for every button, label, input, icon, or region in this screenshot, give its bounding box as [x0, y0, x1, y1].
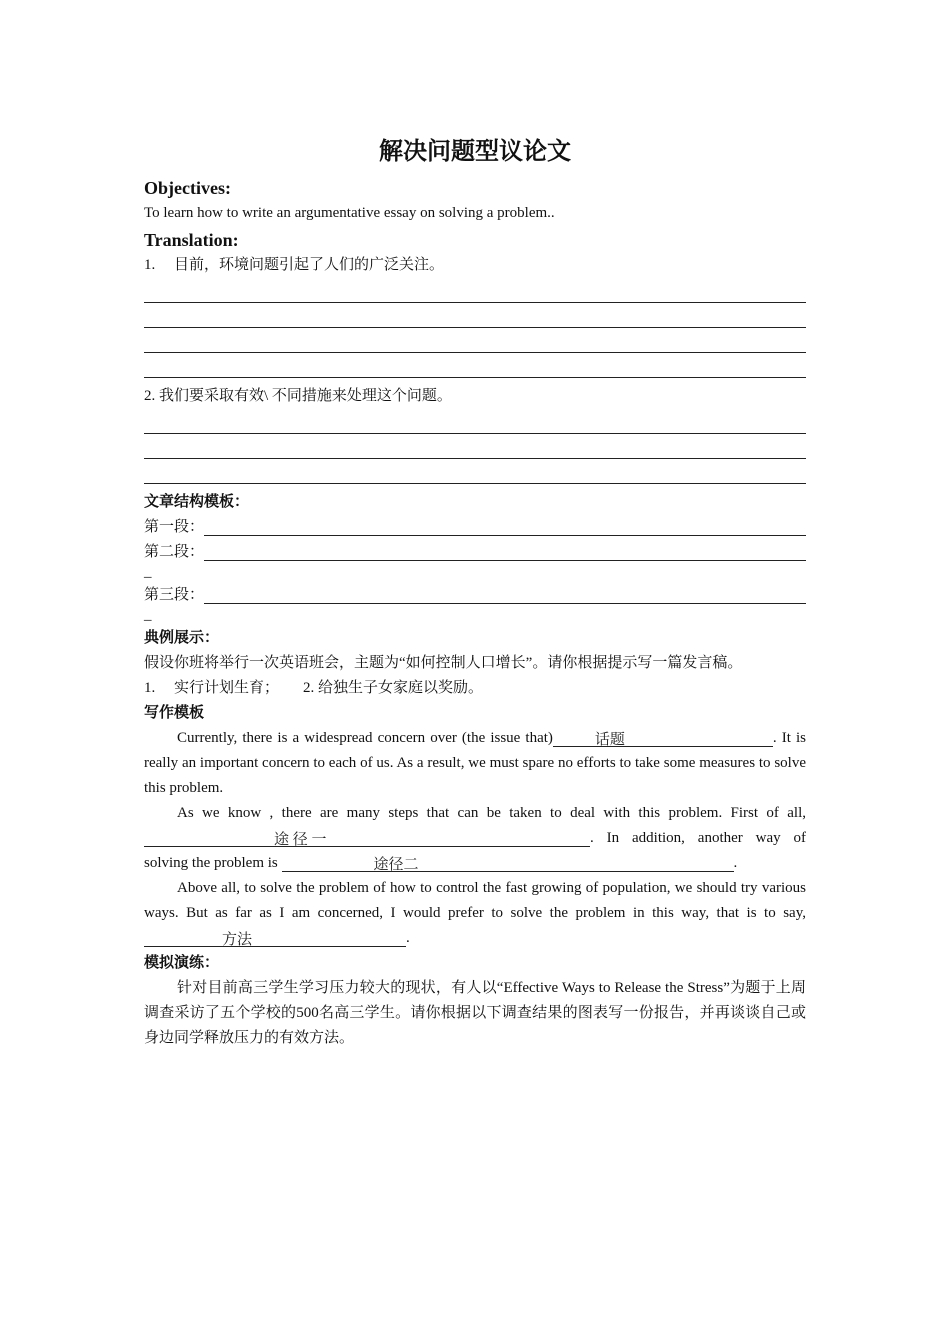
template-text: Above all, to solve the problem of how to control the fast growing of population, we should try various ways. But as far as I am concerned, I would prefer to solve the problem in this way, that is to say, [144, 880, 806, 921]
method-one-blank-hint: 途 径 一 [274, 832, 327, 848]
template-paragraph-1 [144, 726, 806, 801]
method-one-blank[interactable] [144, 828, 590, 847]
answer-line[interactable] [144, 459, 806, 484]
example-heading: 典例展示： [144, 630, 220, 646]
answer-line[interactable] [144, 353, 806, 378]
line-continuation: _ [144, 607, 152, 623]
structure-paragraph-1-label: 第一段： [144, 519, 205, 535]
worksheet-page [144, 130, 806, 1051]
topic-blank-hint: 话题 [594, 732, 625, 748]
translation-heading: Translation: [144, 230, 239, 250]
structure-paragraph-2 [144, 540, 806, 565]
method-two-blank[interactable] [282, 853, 734, 872]
structure-paragraph-2-label: 第二段： [144, 544, 205, 560]
objectives-heading: Objectives: [144, 178, 231, 198]
template-text: . In addition, another way of solving the problem is [144, 830, 806, 871]
translation-item-1-text: 目前，环境问题引起了人们的广泛关注。 [174, 257, 445, 273]
objectives-text: To learn how to write an argumentative essay on solving a problem.. [144, 205, 555, 221]
translation-item-2: 2. 我们要采取有效\ 不同措施来处理这个问题。 [144, 388, 452, 404]
template-text: Currently, there is a widespread concern over (the issue that) [177, 730, 553, 746]
answer-line[interactable] [144, 434, 806, 459]
practice-heading: 模拟演练： [144, 955, 220, 971]
structure-paragraph-3-label: 第三段： [144, 587, 205, 603]
translation-item-1 [144, 253, 806, 278]
example-hint-1-number: 1. [144, 680, 156, 696]
example-hints [144, 676, 806, 701]
answer-line[interactable] [144, 303, 806, 328]
answer-line[interactable] [144, 409, 806, 434]
template-text: As we know , there are many steps that can be taken to deal with this problem. First of all, [177, 805, 806, 821]
topic-blank[interactable] [553, 728, 773, 747]
template-text: . [733, 855, 738, 871]
page-title: 解决问题型议论文 [379, 139, 571, 165]
solution-blank-hint: 方法 [222, 932, 253, 948]
template-paragraph-3 [144, 876, 806, 951]
structure-heading: 文章结构模板： [144, 494, 250, 510]
example-prompt: 假设你班将举行一次英语班会，主题为“如何控制人口增长”。请你根据提示写一篇发言稿。 [144, 655, 743, 671]
solution-blank[interactable] [144, 928, 406, 947]
structure-paragraph-3-line[interactable] [204, 585, 806, 604]
answer-line[interactable] [144, 278, 806, 303]
method-two-blank-hint: 途径二 [373, 857, 419, 873]
example-hint-2: 2. 给独生子女家庭以奖励。 [303, 680, 484, 696]
structure-paragraph-2-line[interactable] [204, 542, 806, 561]
answer-line[interactable] [144, 328, 806, 353]
translation-item-1-number: 1. [144, 257, 156, 273]
practice-text: 针对目前高三学生学习压力较大的现状，有人以“Effective Ways to Release the Stress”为题于上周调查采访了五个学校的500名高三学生。请你根据以下调查结果的图表写一份报告，并再谈谈自己或身边同学释放压力的有效方法。 [144, 980, 806, 1046]
structure-paragraph-1 [144, 515, 806, 540]
template-text: . [406, 930, 410, 946]
template-heading: 写作模板 [144, 705, 205, 721]
line-continuation: _ [144, 564, 152, 580]
structure-paragraph-3 [144, 583, 806, 608]
template-paragraph-2 [144, 801, 806, 876]
template-text: . It is really an important concern to each of us. As a result, we must spare no efforts to take some measures to solve this problem. [144, 730, 806, 796]
structure-paragraph-1-line[interactable] [204, 517, 806, 536]
example-hint-1: 实行计划生育； [174, 680, 280, 696]
